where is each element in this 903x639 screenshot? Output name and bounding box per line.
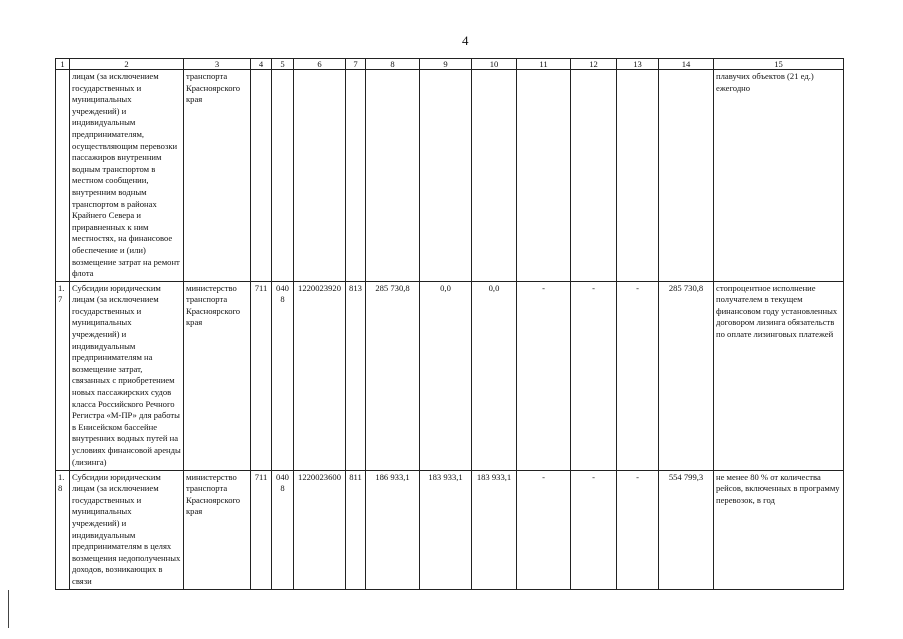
col13-value: -	[617, 281, 659, 470]
total-value	[659, 70, 714, 282]
budget-table	[55, 58, 844, 590]
year3-value	[472, 70, 517, 282]
vr-code	[346, 70, 366, 282]
table-row	[56, 470, 844, 589]
executor: министерство транспорта Красноярского края	[184, 470, 251, 589]
csr-code	[294, 70, 346, 282]
header-cell: 1	[56, 59, 70, 70]
executor: транспорта Красноярского края	[184, 70, 251, 282]
page-number: 4	[462, 33, 469, 48]
grbs-code: 711	[251, 281, 272, 470]
measure-name: Субсидии юридическим лицам (за исключением государственных и муниципальных учреждений) и индивидуальным предпринимателям на возмещение затрат, связанных с приобретением новых пассажирских судов класса Российского Речного Регистра «М-ПР» для работы в Енисейском бассейне внутренних водных путей на условиях финансовой аренды (лизинга)	[70, 281, 184, 470]
header-cell: 10	[472, 59, 517, 70]
year3-value: 0,0	[472, 281, 517, 470]
measure-name: Субсидии юридическим лицам (за исключением государственных и муниципальных учреждений) и индивидуальным предпринимателям в целях возмещения недополученных доходов, возникающих в связи	[70, 470, 184, 589]
header-cell: 13	[617, 59, 659, 70]
header-cell: 9	[420, 59, 472, 70]
total-value: 285 730,8	[659, 281, 714, 470]
year3-value: 183 933,1	[472, 470, 517, 589]
header-cell: 7	[346, 59, 366, 70]
col11-value	[517, 70, 571, 282]
col13-value: -	[617, 470, 659, 589]
row-number: 1.7	[56, 281, 70, 470]
expected-result: плавучих объектов (21 ед.) ежегодно	[714, 70, 844, 282]
header-cell: 2	[70, 59, 184, 70]
year1-value: 285 730,8	[366, 281, 420, 470]
header-cell: 6	[294, 59, 346, 70]
table-row	[56, 70, 844, 282]
year2-value: 0,0	[420, 281, 472, 470]
year1-value	[366, 70, 420, 282]
year2-value	[420, 70, 472, 282]
col11-value: -	[517, 281, 571, 470]
rzpr-code	[272, 70, 294, 282]
header-cell: 14	[659, 59, 714, 70]
measure-name: лицам (за исключением государственных и муниципальных учреждений) и индивидуальным предпринимателям, осуществляющим перевозки пассажиров внутренним водным транспортом в местном сообщении, внутренним водным транспортом в районах Крайнего Севера и приравненных к ним местностях, на финансовое обеспечение и (или) возмещение затрат на ремонт флота	[70, 70, 184, 282]
header-cell: 15	[714, 59, 844, 70]
header-cell: 3	[184, 59, 251, 70]
row-number: 1.8	[56, 470, 70, 589]
header-cell: 8	[366, 59, 420, 70]
header-cell: 11	[517, 59, 571, 70]
scan-margin-line	[8, 590, 9, 628]
expected-result: стопроцентное исполнение получателем в текущем финансовом году установленных договором лизинга обязательств по оплате лизинговых платежей	[714, 281, 844, 470]
col12-value: -	[571, 281, 617, 470]
header-row	[56, 59, 844, 70]
col12-value	[571, 70, 617, 282]
row-number	[56, 70, 70, 282]
csr-code: 1220023920	[294, 281, 346, 470]
col11-value: -	[517, 470, 571, 589]
executor: министерство транспорта Красноярского края	[184, 281, 251, 470]
expected-result: не менее 80 % от количества рейсов, включенных в программу перевозок, в год	[714, 470, 844, 589]
vr-code: 813	[346, 281, 366, 470]
grbs-code	[251, 70, 272, 282]
year1-value: 186 933,1	[366, 470, 420, 589]
col12-value: -	[571, 470, 617, 589]
header-cell: 12	[571, 59, 617, 70]
header-cell: 5	[272, 59, 294, 70]
table-row	[56, 281, 844, 470]
total-value: 554 799,3	[659, 470, 714, 589]
col13-value	[617, 70, 659, 282]
rzpr-code: 0408	[272, 470, 294, 589]
vr-code: 811	[346, 470, 366, 589]
header-cell: 4	[251, 59, 272, 70]
year2-value: 183 933,1	[420, 470, 472, 589]
csr-code: 1220023600	[294, 470, 346, 589]
rzpr-code: 0408	[272, 281, 294, 470]
grbs-code: 711	[251, 470, 272, 589]
